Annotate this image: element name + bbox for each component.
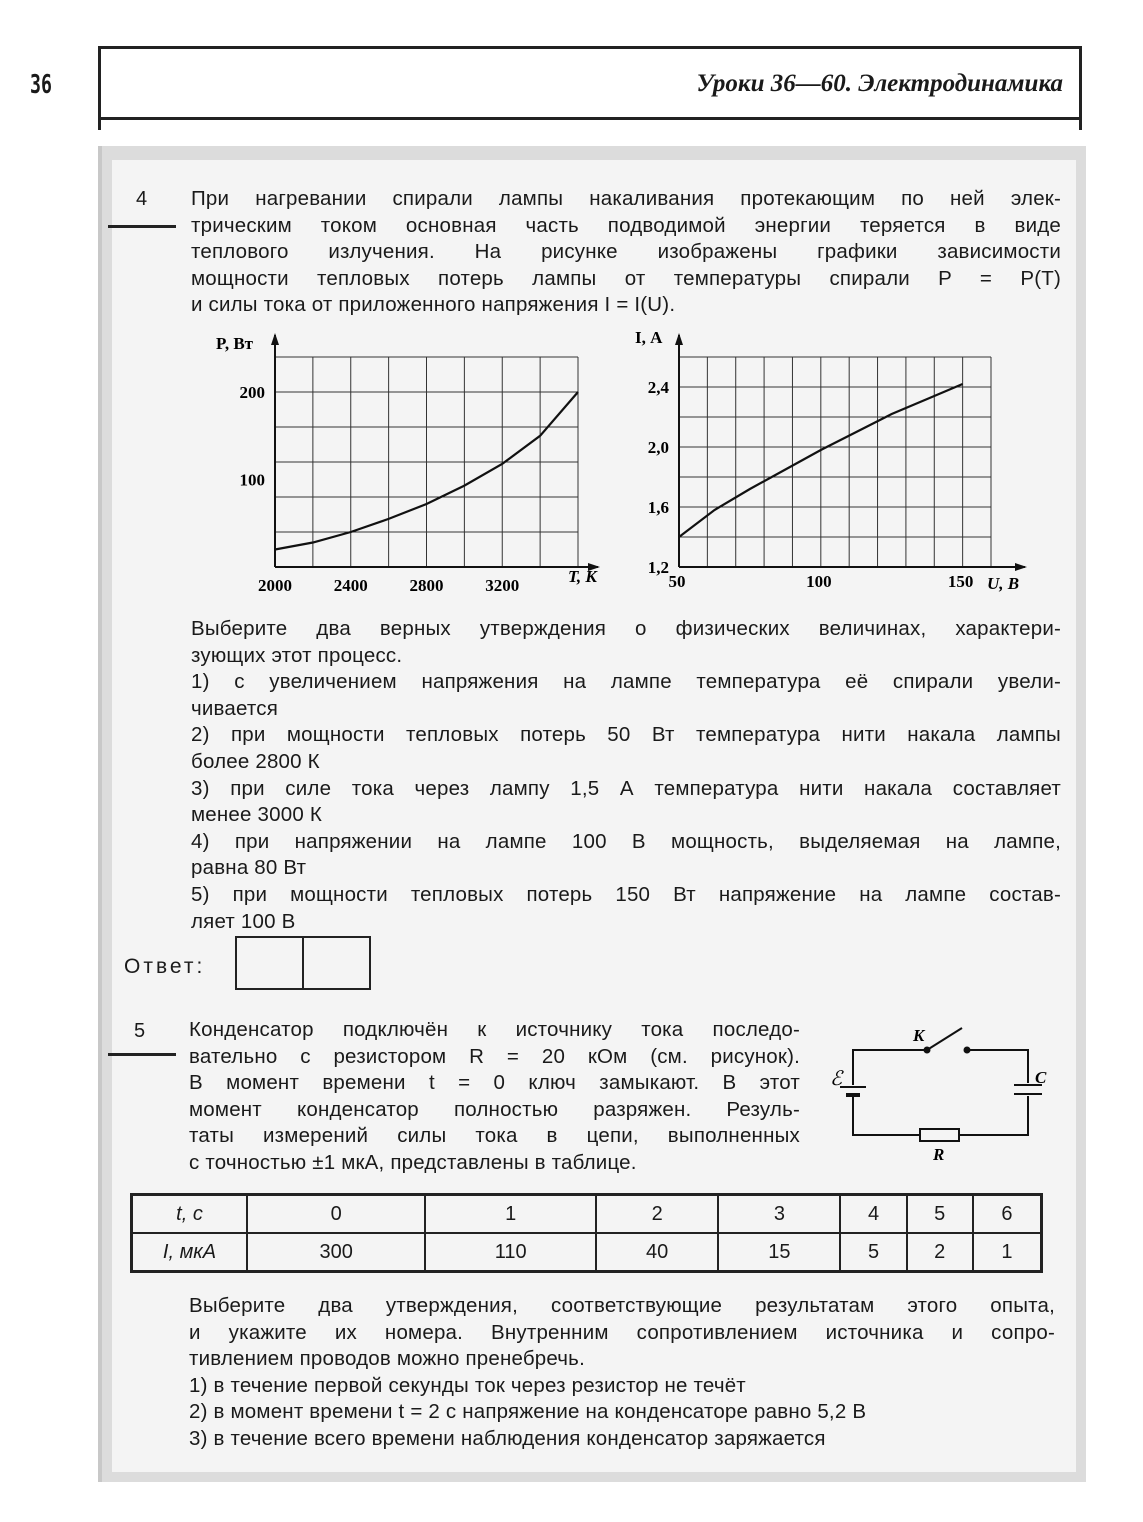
circuit-wire-top-right	[969, 1050, 1028, 1083]
task-5-intro-line: таты измерений силы тока в цепи, выполненных	[189, 1124, 800, 1148]
task-4-option: 4) при напряжении на лампе 100 В мощность, выделяемая на лампе,	[191, 829, 1061, 853]
task-4-option: менее 3000 К	[191, 803, 322, 827]
table-row-current	[132, 1233, 1042, 1272]
task-5-intro	[189, 1017, 800, 1177]
circuit-wire-bottom-right	[959, 1096, 1028, 1135]
table-cell: 4	[840, 1195, 906, 1234]
task-5-option: 1) в течение первой секунды ток через резистор не течёт	[189, 1373, 746, 1397]
chart-current-vs-voltage	[625, 325, 1055, 595]
chart1-x-axis-label: T, К	[568, 567, 597, 586]
task-4-option: равна 80 Вт	[191, 856, 307, 880]
circuit-diagram	[820, 1015, 1060, 1175]
task-4-instructions	[191, 616, 1061, 935]
task-4-option: чивается	[191, 696, 279, 720]
resistor	[920, 1129, 959, 1141]
c1-x-tick-label: 2400	[333, 576, 368, 595]
chart2-axes	[675, 333, 1027, 571]
task-4-number: 4	[136, 188, 148, 210]
c1-y-tick-label: 200	[239, 383, 265, 402]
chart-power-vs-temperature	[200, 325, 620, 595]
task-5-select-line: Выберите два утверждения, соответствующие результатам этого опыта,	[189, 1294, 1055, 1317]
table-cell: 40	[596, 1233, 718, 1272]
table-row-time	[132, 1195, 1042, 1234]
c1-x-tick-label: 3200	[485, 576, 520, 595]
task-4-option: ляет 100 В	[191, 909, 296, 933]
c2-y-arrow	[675, 333, 683, 345]
answer-cell-2[interactable]	[304, 938, 369, 988]
task-5-intro-line: с точностью ±1 мкА, представлены в таблице.	[189, 1150, 637, 1174]
c2-x-tick-label: 150	[947, 572, 974, 591]
task-5-intro-line: вательно с резистором R = 20 кОм (см. рисунок).	[189, 1044, 800, 1068]
task-4-marker-line	[108, 225, 176, 228]
switch-blade	[927, 1028, 962, 1050]
c2-y-tick-label: 1,6	[647, 498, 669, 517]
table-cell: 2	[596, 1195, 718, 1234]
table-cell: 0	[247, 1195, 425, 1234]
c2-x-arrow	[1015, 563, 1027, 571]
table-cell: 5	[907, 1195, 973, 1234]
chart2-y-axis-label: I, А	[635, 328, 663, 347]
table-cell: 15	[718, 1233, 840, 1272]
c1-y-arrow	[271, 333, 279, 345]
task-4-select-line: зующих этот процесс.	[191, 643, 403, 667]
task-5-option: 3) в течение всего времени наблюдения конденсатор заряжается	[189, 1426, 826, 1450]
section-title: Уроки 36—60. Электродинамика	[696, 70, 1063, 97]
table-cell: 6	[973, 1195, 1042, 1234]
header-frame-extension	[98, 120, 1082, 130]
task-5-select-line: тивлением проводов можно пренебречь.	[189, 1347, 585, 1371]
task-4-intro-line: трическим током основная часть подводимой энергии теряется в виде	[191, 213, 1061, 237]
task-5-select-line: и укажите их номера. Внутренним сопротивлением источника и сопро-	[189, 1320, 1055, 1344]
table-cell: 1	[973, 1233, 1042, 1272]
task-4-option: 5) при мощности тепловых потерь 150 Вт напряжение на лампе состав-	[191, 882, 1061, 906]
task-4-intro-line: и силы тока от приложенного напряжения I = I(U).	[191, 293, 676, 317]
c2-y-tick-label: 2,4	[647, 378, 669, 397]
c2-y-tick-label: 1,2	[647, 558, 669, 577]
table-header-current: I, мкА	[132, 1233, 248, 1272]
capacitor-label: C	[1035, 1068, 1047, 1087]
answer-box[interactable]	[235, 936, 371, 990]
answer-cell-1[interactable]	[237, 938, 304, 988]
resistor-label: R	[933, 1145, 945, 1164]
task-4-option: более 2800 К	[191, 749, 320, 773]
task-5-intro-line: В момент времени t = 0 ключ замыкают. В этот	[189, 1071, 800, 1095]
chart2-grid	[679, 357, 991, 567]
task-4-option: 3) при силе тока через лампу 1,5 А температура нити накала составляет	[191, 776, 1061, 800]
task-5-instructions	[189, 1293, 1055, 1453]
table-cell: 1	[425, 1195, 596, 1234]
page-number: 36	[30, 70, 52, 100]
c1-y-tick-label: 100	[239, 470, 265, 490]
c2-y-tick-label: 2,0	[647, 438, 669, 457]
task-5-intro-line: момент конденсатор полностью разряжен. Резуль-	[189, 1097, 800, 1121]
switch-contact-right	[965, 1048, 970, 1053]
circuit-wire-bottom-left	[853, 1097, 920, 1135]
table-cell: 300	[247, 1233, 425, 1272]
source-label: ℰ	[830, 1068, 843, 1090]
task-4-intro-line: При нагревании спирали лампы накаливания протекающим по ней элек-	[191, 187, 1061, 210]
circuit-wire-top-left	[853, 1050, 925, 1085]
c2-x-tick-label: 50	[668, 572, 686, 591]
c1-x-tick-label: 2800	[409, 576, 444, 595]
chart1-axes	[271, 333, 600, 571]
switch-label: K	[913, 1026, 925, 1045]
table-cell: 3	[718, 1195, 840, 1234]
chart1-tick-labels	[240, 383, 520, 595]
task-4-select-line: Выберите два верных утверждения о физических величинах, характери-	[191, 617, 1061, 640]
task-4-intro-line: мощности тепловых потерь лампы от температуры спирали P = P(T)	[191, 266, 1061, 290]
task-4-option: 2) при мощности тепловых потерь 50 Вт температура нити накала лампы	[191, 723, 1061, 747]
chart2-tick-labels	[648, 378, 974, 591]
table-cell: 110	[425, 1233, 596, 1272]
task-4-intro-line: теплового излучения. На рисунке изображены графики зависимости	[191, 240, 1061, 264]
task-5-number: 5	[134, 1020, 146, 1042]
chart1-y-axis-label: P, Вт	[216, 334, 254, 353]
table-header-time: t, с	[132, 1195, 248, 1234]
task-5-marker-line	[108, 1053, 176, 1056]
task-4-option: 1) с увеличением напряжения на лампе температура её спирали увели-	[191, 670, 1061, 694]
task-5-intro-line: Конденсатор подключён к источнику тока последо-	[189, 1018, 800, 1041]
table-cell: 5	[840, 1233, 906, 1272]
chart2-x-axis-label: U, В	[987, 574, 1020, 593]
task-4-intro	[191, 186, 1061, 319]
c2-x-tick-label: 100	[806, 572, 832, 591]
measurement-table	[130, 1193, 1043, 1273]
c1-x-tick-label: 2000	[258, 576, 292, 595]
task-5-option: 2) в момент времени t = 2 с напряжение на конденсаторе равно 5,2 В	[189, 1400, 867, 1424]
chart1-grid	[275, 357, 578, 567]
table-cell: 2	[907, 1233, 973, 1272]
answer-label: Ответ:	[124, 955, 206, 978]
